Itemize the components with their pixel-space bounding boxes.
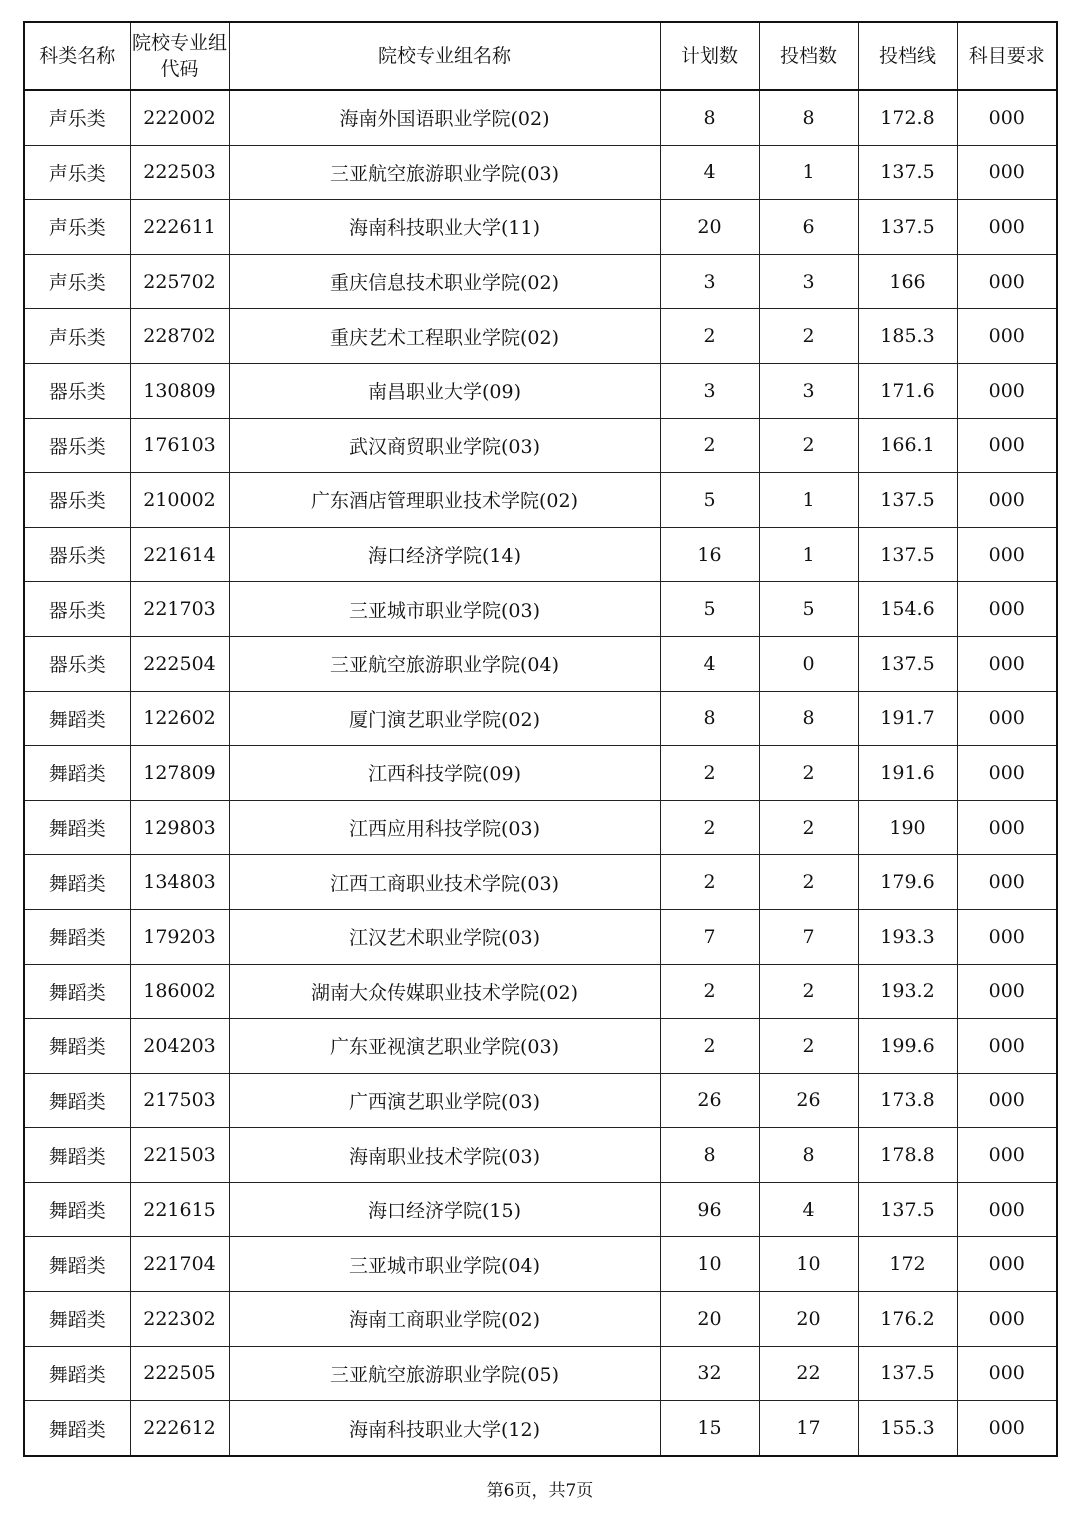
table-row	[24, 1128, 1057, 1183]
table-row	[24, 363, 1057, 418]
table-row	[24, 90, 1057, 145]
group-name-cell: 海口经济学院(15)	[229, 1182, 660, 1237]
group-name-cell: 海南科技职业大学(12)	[229, 1401, 660, 1456]
category-cell: 舞蹈类	[24, 1401, 130, 1456]
subject-requirement-cell: 000	[957, 145, 1057, 200]
group-code-cell: 222504	[130, 636, 229, 691]
table-row	[24, 964, 1057, 1019]
plan-count-cell: 5	[660, 582, 759, 637]
admitted-count-cell: 7	[759, 909, 858, 964]
category-cell: 舞蹈类	[24, 1073, 130, 1128]
table-row	[24, 1073, 1057, 1128]
cutoff-score-cell: 191.6	[858, 746, 957, 801]
group-name-cell: 湖南大众传媒职业技术学院(02)	[229, 964, 660, 1019]
category-cell: 器乐类	[24, 527, 130, 582]
table-row	[24, 909, 1057, 964]
admitted-count-cell: 2	[759, 309, 858, 364]
group-code-cell: 221704	[130, 1237, 229, 1292]
admitted-count-cell: 8	[759, 90, 858, 145]
group-name-cell: 武汉商贸职业学院(03)	[229, 418, 660, 473]
plan-count-cell: 4	[660, 636, 759, 691]
plan-count-cell: 2	[660, 855, 759, 910]
header-subject-requirement: 科目要求	[957, 22, 1057, 90]
group-code-cell: 217503	[130, 1073, 229, 1128]
subject-requirement-cell: 000	[957, 418, 1057, 473]
admitted-count-cell: 2	[759, 964, 858, 1019]
admitted-count-cell: 0	[759, 636, 858, 691]
subject-requirement-cell: 000	[957, 1182, 1057, 1237]
group-code-cell: 210002	[130, 473, 229, 528]
subject-requirement-cell: 000	[957, 1073, 1057, 1128]
group-code-cell: 222503	[130, 145, 229, 200]
group-name-cell: 南昌职业大学(09)	[229, 363, 660, 418]
category-cell: 声乐类	[24, 309, 130, 364]
table-row	[24, 473, 1057, 528]
subject-requirement-cell: 000	[957, 200, 1057, 255]
category-cell: 器乐类	[24, 636, 130, 691]
plan-count-cell: 20	[660, 1292, 759, 1347]
header-group-name: 院校专业组名称	[229, 22, 660, 90]
group-name-cell: 江汉艺术职业学院(03)	[229, 909, 660, 964]
group-name-cell: 广西演艺职业学院(03)	[229, 1073, 660, 1128]
group-name-cell: 三亚航空旅游职业学院(03)	[229, 145, 660, 200]
group-name-cell: 三亚城市职业学院(04)	[229, 1237, 660, 1292]
group-code-cell: 225702	[130, 254, 229, 309]
header-group-code: 院校专业组代码	[130, 22, 229, 90]
category-cell: 器乐类	[24, 363, 130, 418]
cutoff-score-cell: 179.6	[858, 855, 957, 910]
category-cell: 舞蹈类	[24, 964, 130, 1019]
table-row	[24, 309, 1057, 364]
category-cell: 声乐类	[24, 200, 130, 255]
admitted-count-cell: 1	[759, 473, 858, 528]
table-row	[24, 1019, 1057, 1074]
table-row	[24, 691, 1057, 746]
group-code-cell: 122602	[130, 691, 229, 746]
table-row	[24, 1182, 1057, 1237]
subject-requirement-cell: 000	[957, 1128, 1057, 1183]
subject-requirement-cell: 000	[957, 363, 1057, 418]
group-name-cell: 江西工商职业技术学院(03)	[229, 855, 660, 910]
table-row	[24, 1237, 1057, 1292]
cutoff-score-cell: 155.3	[858, 1401, 957, 1456]
plan-count-cell: 10	[660, 1237, 759, 1292]
table-row	[24, 1346, 1057, 1401]
group-code-cell: 222302	[130, 1292, 229, 1347]
group-code-cell: 221615	[130, 1182, 229, 1237]
header-admitted-count: 投档数	[759, 22, 858, 90]
cutoff-score-cell: 172	[858, 1237, 957, 1292]
group-code-cell: 204203	[130, 1019, 229, 1074]
plan-count-cell: 16	[660, 527, 759, 582]
group-code-cell: 176103	[130, 418, 229, 473]
subject-requirement-cell: 000	[957, 1237, 1057, 1292]
group-code-cell: 134803	[130, 855, 229, 910]
subject-requirement-cell: 000	[957, 254, 1057, 309]
cutoff-score-cell: 137.5	[858, 1182, 957, 1237]
category-cell: 舞蹈类	[24, 1182, 130, 1237]
table-row	[24, 200, 1057, 255]
subject-requirement-cell: 000	[957, 1401, 1057, 1456]
plan-count-cell: 3	[660, 363, 759, 418]
category-cell: 舞蹈类	[24, 855, 130, 910]
category-cell: 舞蹈类	[24, 746, 130, 801]
cutoff-score-cell: 172.8	[858, 90, 957, 145]
plan-count-cell: 2	[660, 746, 759, 801]
group-code-cell: 222612	[130, 1401, 229, 1456]
subject-requirement-cell: 000	[957, 1292, 1057, 1347]
cutoff-score-cell: 137.5	[858, 473, 957, 528]
group-name-cell: 江西应用科技学院(03)	[229, 800, 660, 855]
cutoff-score-cell: 178.8	[858, 1128, 957, 1183]
header-plan-count: 计划数	[660, 22, 759, 90]
plan-count-cell: 20	[660, 200, 759, 255]
subject-requirement-cell: 000	[957, 746, 1057, 801]
group-name-cell: 海南职业技术学院(03)	[229, 1128, 660, 1183]
group-name-cell: 三亚城市职业学院(03)	[229, 582, 660, 637]
category-cell: 器乐类	[24, 418, 130, 473]
plan-count-cell: 8	[660, 1128, 759, 1183]
subject-requirement-cell: 000	[957, 1346, 1057, 1401]
plan-count-cell: 8	[660, 90, 759, 145]
category-cell: 舞蹈类	[24, 1346, 130, 1401]
cutoff-score-cell: 190	[858, 800, 957, 855]
cutoff-score-cell: 137.5	[858, 636, 957, 691]
table-row	[24, 582, 1057, 637]
group-code-cell: 221703	[130, 582, 229, 637]
cutoff-score-cell: 154.6	[858, 582, 957, 637]
table-row	[24, 800, 1057, 855]
admitted-count-cell: 22	[759, 1346, 858, 1401]
admitted-count-cell: 2	[759, 418, 858, 473]
admitted-count-cell: 1	[759, 145, 858, 200]
header-cutoff-score: 投档线	[858, 22, 957, 90]
category-cell: 器乐类	[24, 473, 130, 528]
admitted-count-cell: 10	[759, 1237, 858, 1292]
admission-table-page	[23, 21, 1056, 1457]
subject-requirement-cell: 000	[957, 90, 1057, 145]
admitted-count-cell: 3	[759, 254, 858, 309]
subject-requirement-cell: 000	[957, 309, 1057, 364]
plan-count-cell: 15	[660, 1401, 759, 1456]
subject-requirement-cell: 000	[957, 636, 1057, 691]
subject-requirement-cell: 000	[957, 964, 1057, 1019]
header-category: 科类名称	[24, 22, 130, 90]
page-number: 第6页，共7页	[486, 1481, 594, 1501]
category-cell: 声乐类	[24, 145, 130, 200]
category-cell: 舞蹈类	[24, 800, 130, 855]
subject-requirement-cell: 000	[957, 1019, 1057, 1074]
plan-count-cell: 26	[660, 1073, 759, 1128]
cutoff-score-cell: 176.2	[858, 1292, 957, 1347]
subject-requirement-cell: 000	[957, 800, 1057, 855]
category-cell: 舞蹈类	[24, 1128, 130, 1183]
cutoff-score-cell: 193.3	[858, 909, 957, 964]
admitted-count-cell: 6	[759, 200, 858, 255]
group-name-cell: 江西科技学院(09)	[229, 746, 660, 801]
category-cell: 声乐类	[24, 254, 130, 309]
plan-count-cell: 2	[660, 418, 759, 473]
category-cell: 舞蹈类	[24, 909, 130, 964]
category-cell: 器乐类	[24, 582, 130, 637]
group-name-cell: 三亚航空旅游职业学院(04)	[229, 636, 660, 691]
group-name-cell: 三亚航空旅游职业学院(05)	[229, 1346, 660, 1401]
group-name-cell: 海南科技职业大学(11)	[229, 200, 660, 255]
admitted-count-cell: 5	[759, 582, 858, 637]
table-row	[24, 746, 1057, 801]
plan-count-cell: 5	[660, 473, 759, 528]
admitted-count-cell: 20	[759, 1292, 858, 1347]
group-code-cell: 127809	[130, 746, 229, 801]
cutoff-score-cell: 166	[858, 254, 957, 309]
admitted-count-cell: 4	[759, 1182, 858, 1237]
table-body	[24, 90, 1057, 1456]
category-cell: 舞蹈类	[24, 1237, 130, 1292]
admitted-count-cell: 26	[759, 1073, 858, 1128]
group-code-cell: 130809	[130, 363, 229, 418]
cutoff-score-cell: 185.3	[858, 309, 957, 364]
group-name-cell: 海南外国语职业学院(02)	[229, 90, 660, 145]
group-name-cell: 海南工商职业学院(02)	[229, 1292, 660, 1347]
admitted-count-cell: 8	[759, 1128, 858, 1183]
cutoff-score-cell: 199.6	[858, 1019, 957, 1074]
table-row	[24, 1401, 1057, 1456]
plan-count-cell: 2	[660, 1019, 759, 1074]
subject-requirement-cell: 000	[957, 855, 1057, 910]
plan-count-cell: 3	[660, 254, 759, 309]
group-name-cell: 海口经济学院(14)	[229, 527, 660, 582]
admission-table	[23, 21, 1058, 1457]
group-code-cell: 228702	[130, 309, 229, 364]
group-name-cell: 广东酒店管理职业技术学院(02)	[229, 473, 660, 528]
cutoff-score-cell: 171.6	[858, 363, 957, 418]
plan-count-cell: 2	[660, 964, 759, 1019]
plan-count-cell: 2	[660, 800, 759, 855]
plan-count-cell: 96	[660, 1182, 759, 1237]
admitted-count-cell: 2	[759, 800, 858, 855]
subject-requirement-cell: 000	[957, 582, 1057, 637]
admitted-count-cell: 8	[759, 691, 858, 746]
cutoff-score-cell: 191.7	[858, 691, 957, 746]
admitted-count-cell: 2	[759, 855, 858, 910]
table-row	[24, 1292, 1057, 1347]
plan-count-cell: 4	[660, 145, 759, 200]
subject-requirement-cell: 000	[957, 527, 1057, 582]
cutoff-score-cell: 137.5	[858, 200, 957, 255]
group-name-cell: 重庆信息技术职业学院(02)	[229, 254, 660, 309]
admitted-count-cell: 3	[759, 363, 858, 418]
plan-count-cell: 8	[660, 691, 759, 746]
table-row	[24, 254, 1057, 309]
admitted-count-cell: 1	[759, 527, 858, 582]
subject-requirement-cell: 000	[957, 691, 1057, 746]
table-row	[24, 636, 1057, 691]
group-code-cell: 179203	[130, 909, 229, 964]
category-cell: 声乐类	[24, 90, 130, 145]
plan-count-cell: 2	[660, 309, 759, 364]
group-code-cell: 221614	[130, 527, 229, 582]
plan-count-cell: 32	[660, 1346, 759, 1401]
cutoff-score-cell: 137.5	[858, 527, 957, 582]
group-code-cell: 222002	[130, 90, 229, 145]
subject-requirement-cell: 000	[957, 909, 1057, 964]
group-name-cell: 广东亚视演艺职业学院(03)	[229, 1019, 660, 1074]
admitted-count-cell: 2	[759, 1019, 858, 1074]
group-name-cell: 厦门演艺职业学院(02)	[229, 691, 660, 746]
cutoff-score-cell: 137.5	[858, 145, 957, 200]
cutoff-score-cell: 173.8	[858, 1073, 957, 1128]
category-cell: 舞蹈类	[24, 1019, 130, 1074]
cutoff-score-cell: 166.1	[858, 418, 957, 473]
category-cell: 舞蹈类	[24, 1292, 130, 1347]
cutoff-score-cell: 137.5	[858, 1346, 957, 1401]
group-code-cell: 129803	[130, 800, 229, 855]
table-row	[24, 527, 1057, 582]
table-header-row	[24, 22, 1057, 90]
plan-count-cell: 7	[660, 909, 759, 964]
group-code-cell: 221503	[130, 1128, 229, 1183]
cutoff-score-cell: 193.2	[858, 964, 957, 1019]
table-row	[24, 418, 1057, 473]
admitted-count-cell: 2	[759, 746, 858, 801]
category-cell: 舞蹈类	[24, 691, 130, 746]
group-name-cell: 重庆艺术工程职业学院(02)	[229, 309, 660, 364]
group-code-cell: 222505	[130, 1346, 229, 1401]
admitted-count-cell: 17	[759, 1401, 858, 1456]
group-code-cell: 222611	[130, 200, 229, 255]
table-row	[24, 145, 1057, 200]
subject-requirement-cell: 000	[957, 473, 1057, 528]
table-row	[24, 855, 1057, 910]
group-code-cell: 186002	[130, 964, 229, 1019]
